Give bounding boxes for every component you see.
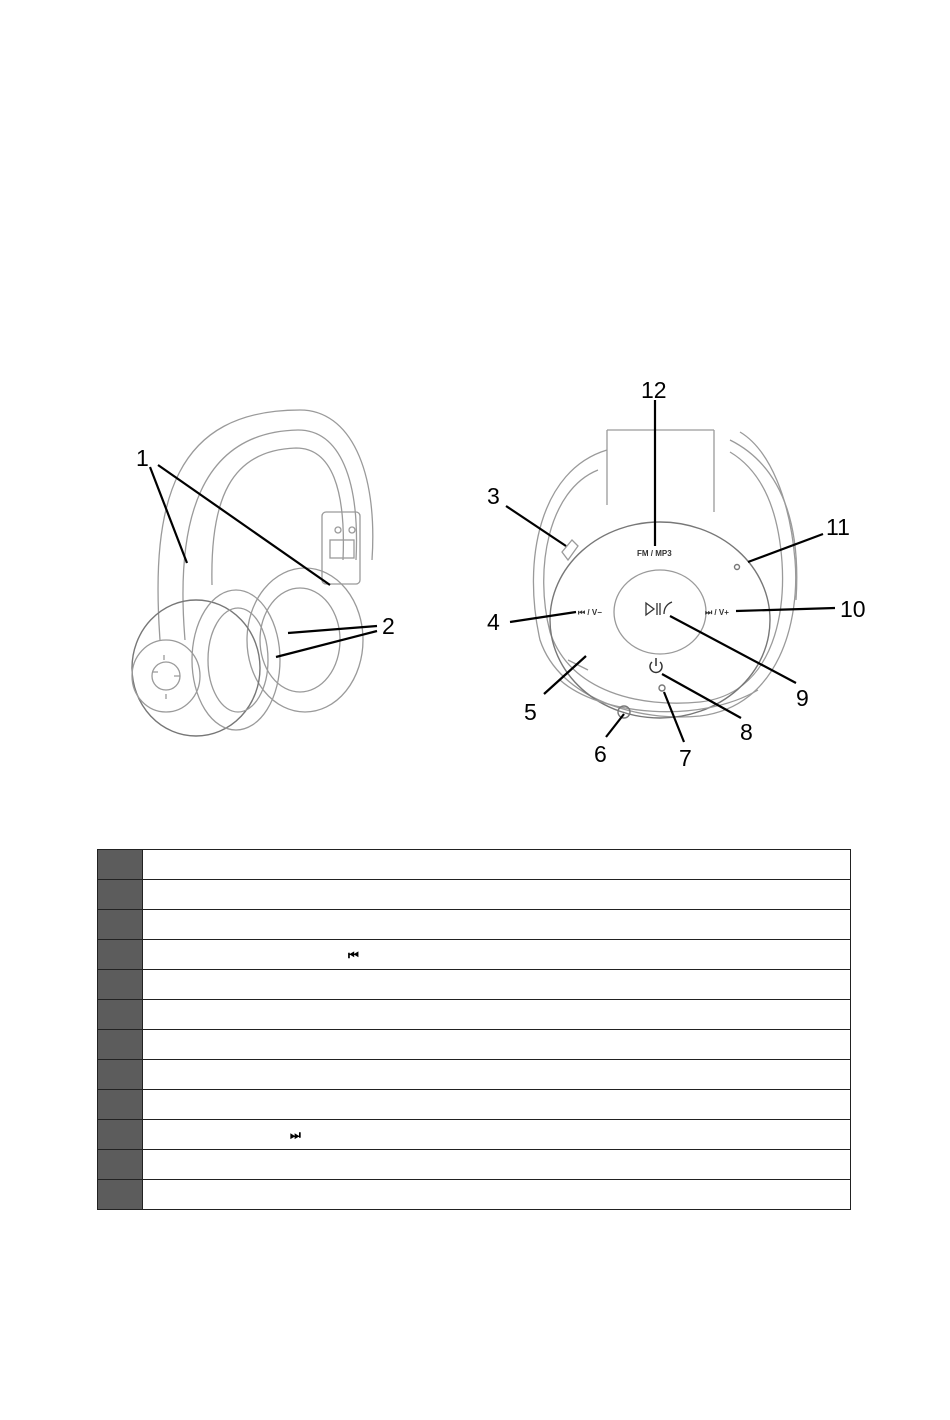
headphone-illustration [132,410,373,736]
next-track-icon: ⏭ [290,1128,299,1142]
row-number-cell [98,1000,143,1030]
row-number-cell [98,850,143,880]
callout-6: 6 [594,741,607,767]
row-number-cell [98,880,143,910]
row-description-cell [143,940,851,970]
table-row [98,1090,851,1120]
row-number-cell [98,940,143,970]
row-number-cell [98,1060,143,1090]
table-row [98,970,851,1000]
row-description-cell [143,1180,851,1210]
table-row [98,1180,851,1210]
row-description-cell [143,1120,851,1150]
row-number-cell [98,910,143,940]
row-description-cell [143,910,851,940]
callout-11: 11 [826,514,850,540]
row-description-cell [143,1060,851,1090]
table-row [98,850,851,880]
next-volume-label: ⏭ / V+ [705,608,729,617]
callout-3: 3 [487,483,500,509]
row-description-cell [143,1000,851,1030]
callout-10: 10 [840,596,866,622]
row-description-cell [143,1030,851,1060]
callout-5: 5 [524,699,537,725]
callout-7: 7 [679,745,692,771]
table-row [98,910,851,940]
parts-table [97,849,851,1210]
row-number-cell [98,1180,143,1210]
row-description-cell [143,880,851,910]
table-row [98,1030,851,1060]
row-description-cell [143,850,851,880]
row-number-cell [98,1120,143,1150]
table-row [98,1120,851,1150]
mode-label: FM / MP3 [637,549,672,558]
table-row [98,1150,851,1180]
callout-12: 12 [641,377,667,403]
power-icon [650,658,662,672]
row-number-cell [98,1090,143,1120]
table-row [98,940,851,970]
play-pause-phone-icon [646,602,672,615]
table-row [98,1060,851,1090]
callout-1: 1 [136,445,149,471]
table-row [98,1000,851,1030]
row-number-cell [98,1030,143,1060]
callout-4: 4 [487,609,500,635]
table-row [98,880,851,910]
callout-9: 9 [796,685,809,711]
row-number-cell [98,970,143,1000]
row-description-cell [143,970,851,1000]
row-number-cell [98,1150,143,1180]
row-description-cell [143,1150,851,1180]
row-description-cell [143,1090,851,1120]
prev-volume-label: ⏮ / V− [578,608,602,617]
callout-8: 8 [740,719,753,745]
callout-2: 2 [382,613,395,639]
previous-track-icon: ⏮ [348,948,357,962]
